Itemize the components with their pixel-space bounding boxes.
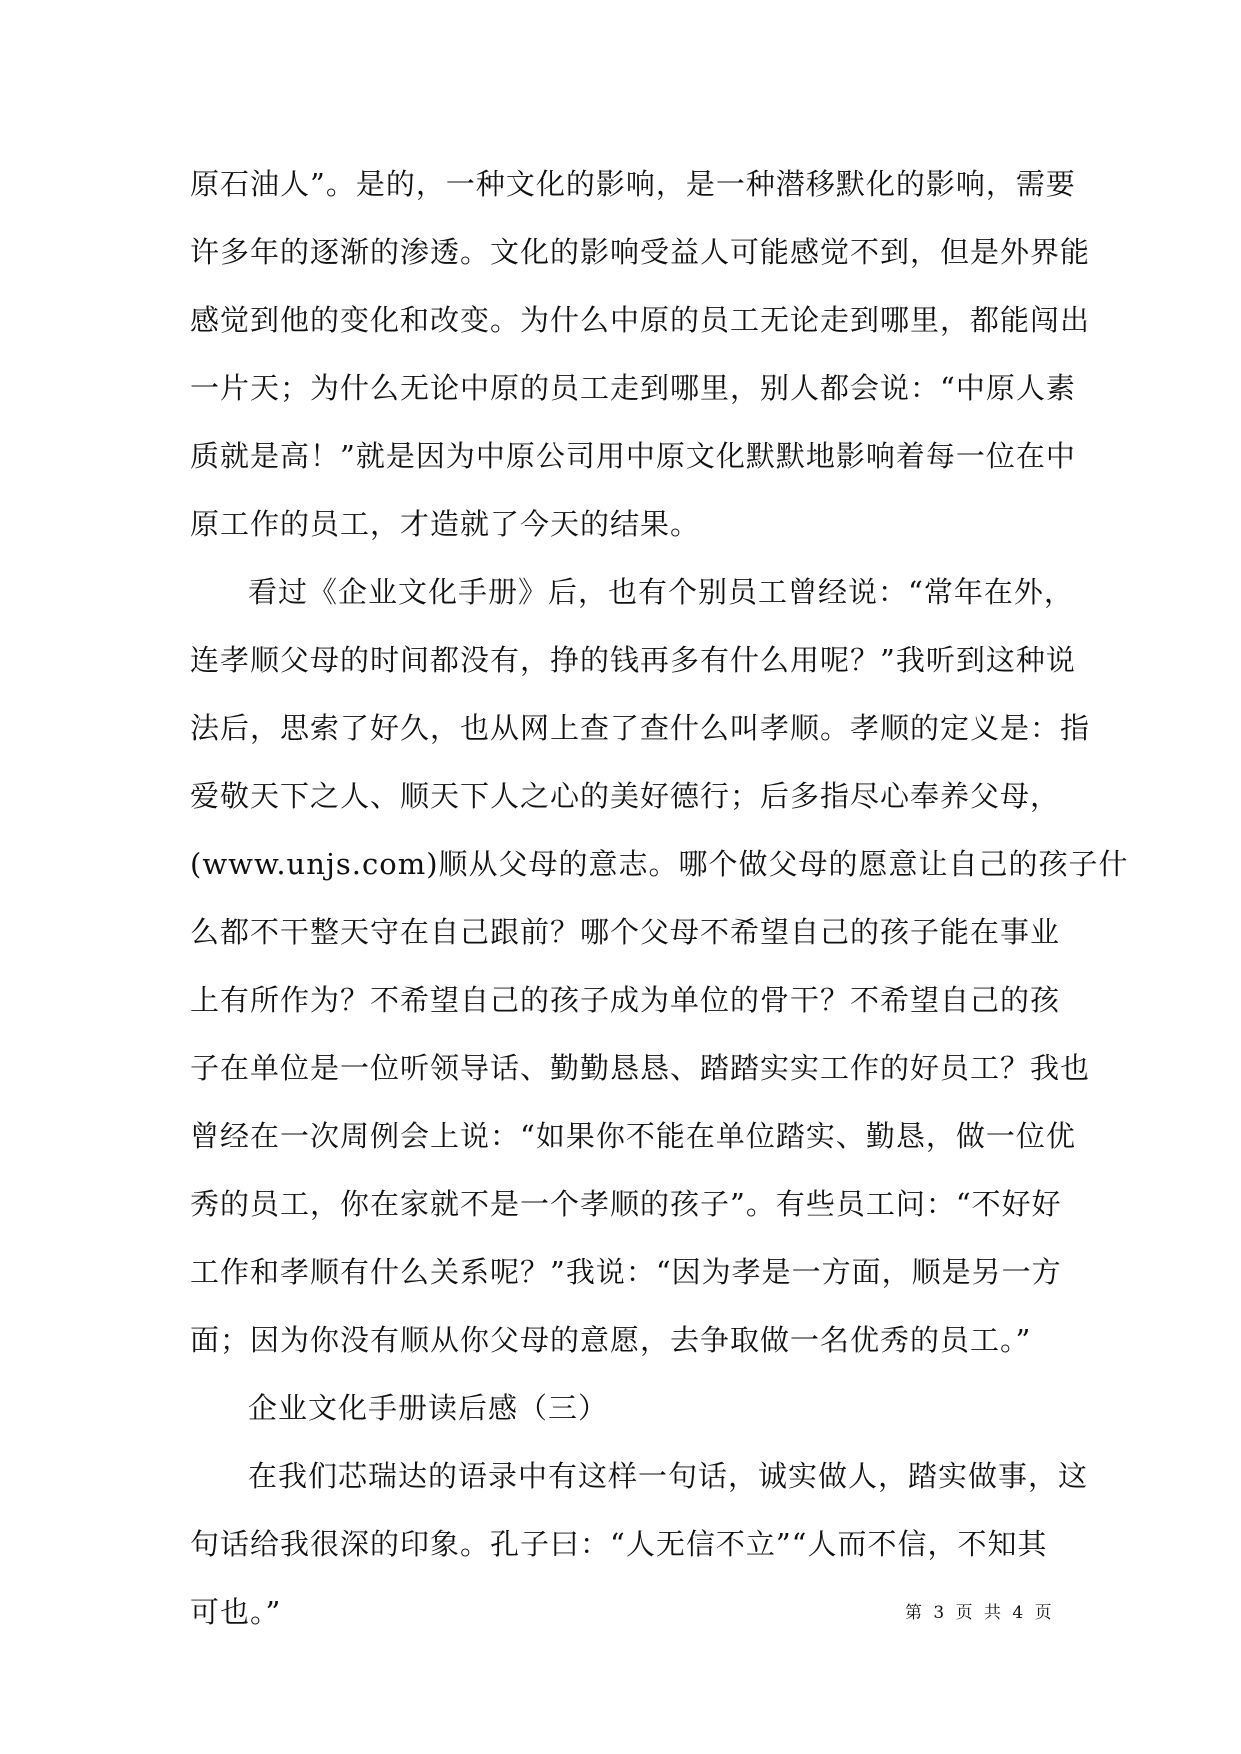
text-line: 一片天；为什么无论中原的员工走到哪里，别人都会说：“中原人素 — [190, 371, 1076, 405]
text-line: 许多年的逐渐的渗透。文化的影响受益人可能感觉不到，但是外界能 — [190, 235, 1091, 269]
text-line: 秀的员工，你在家就不是一个孝顺的孩子”。有些员工问：“不好好 — [190, 1187, 1062, 1221]
text-line: 面；因为你没有顺从你父母的意愿，去争取做一名优秀的员工。” — [190, 1323, 1032, 1357]
text-line: 爱敬天下之人、顺天下人之心的美好德行；后多指尽心奉养父母， — [190, 779, 1061, 813]
text-line: 曾经在一次周例会上说：“如果你不能在单位踏实、勤恳，做一位优 — [190, 1119, 1076, 1153]
text-line: 上有所作为？不希望自己的孩子成为单位的骨干？不希望自己的孩 — [190, 983, 1061, 1017]
text-line: 句话给我很深的印象。孔子曰：“人无信不立”“人而不信，不知其 — [190, 1527, 1048, 1561]
section-heading: 企业文化手册读后感（三） — [248, 1391, 609, 1425]
text-line: 法后，思索了好久，也从网上查了查什么叫孝顺。孝顺的定义是：指 — [190, 711, 1091, 745]
text-line: 质就是高！”就是因为中原公司用中原文化默默地影响着每一位在中 — [190, 439, 1076, 473]
text-line: 原石油人”。是的，一种文化的影响，是一种潜移默化的影响，需要 — [190, 167, 1076, 201]
text-line: 么都不干整天守在自己跟前？哪个父母不希望自己的孩子能在事业 — [190, 915, 1061, 949]
page-number: 第 3 页 共 4 页 — [905, 1603, 1055, 1623]
document-body — [190, 150, 1129, 1646]
text-line: 感觉到他的变化和改变。为什么中原的员工无论走到哪里，都能闯出 — [190, 303, 1091, 337]
text-line: 在我们芯瑞达的语录中有这样一句话，诚实做人，踏实做事，这 — [248, 1459, 1089, 1493]
text-line: 子在单位是一位听领导话、勤勤恳恳、踏踏实实工作的好员工？我也 — [190, 1051, 1091, 1085]
text-line: 看过《企业文化手册》后，也有个别员工曾经说：“常年在外， — [248, 575, 1074, 609]
text-line: 原工作的员工，才造就了今天的结果。 — [190, 507, 701, 541]
text-line: 可也。” — [190, 1595, 282, 1629]
text-line: 连孝顺父母的时间都没有，挣的钱再多有什么用呢？”我听到这种说 — [190, 643, 1076, 677]
text-line: 工作和孝顺有什么关系呢？”我说：“因为孝是一方面，顺是另一方 — [190, 1255, 1062, 1289]
text-line: (www.unjs.com)顺从父母的意志。哪个做父母的愿意让自己的孩子什 — [190, 847, 1129, 881]
